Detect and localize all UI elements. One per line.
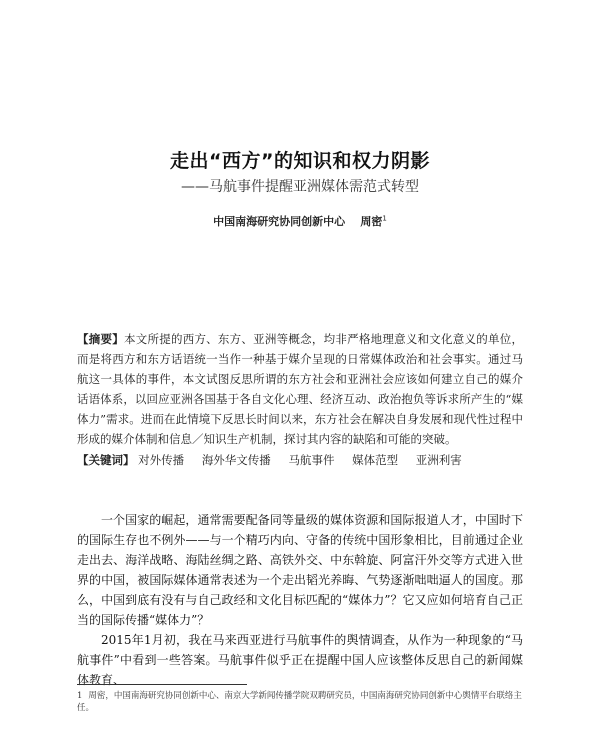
- article-subtitle: ——马航事件提醒亚洲媒体需范式转型: [181, 179, 419, 195]
- keywords: [77, 450, 523, 470]
- author-line: [0, 213, 600, 229]
- abstract-label: 【摘要】: [77, 332, 124, 346]
- author-affiliation: 中国南海研究协同创新中心: [213, 215, 346, 228]
- abstract: [77, 329, 523, 449]
- author-name: 周密: [360, 215, 383, 228]
- body-paragraph: 2015年1月初，我在马来西亚进行马航事件的舆情调查，从作为一种现象的“马航事件”中看到一些答案。马航事件似乎正在提醒中国人应该整体反思自己的新闻媒体教育、: [77, 633, 523, 687]
- footnote-text: 周密，中国南海研究协同创新中心、南京大学新闻传播学院双聘研究员，中国南海研究协同创新中心舆情平台联络主任。: [77, 691, 522, 713]
- footnote-mark: 1: [382, 214, 387, 223]
- keyword: 媒体范型: [352, 453, 399, 467]
- footnote-number: 1: [77, 691, 83, 701]
- abstract-text: 本文所提的西方、东方、亚洲等概念，均非严格地理意义和文化意义的单位，而是将西方和东方话语统一当作一种基于媒介呈现的日常媒体政治和社会事实。通过马航这一具体的事件，本文试图反思所谓的东方社会和亚洲社会应该如何建立自己的媒介话语体系，以回应亚洲各国基于各自文化心理、经济互动、政治抱负等诉求所产生的“媒体力”需求。进而在此情境下反思长时间以来，东方社会在解决自身发展和现代性过程中形成的媒介体制和信息／知识生产机制，探讨其内容的缺陷和可能的突破。: [77, 332, 524, 446]
- body-text: [77, 510, 523, 690]
- keywords-label: 【关键词】: [77, 453, 135, 467]
- keyword: 对外传播: [138, 453, 185, 467]
- footnote-divider: [77, 684, 247, 685]
- body-paragraph: 一个国家的崛起，通常需要配备同等量级的媒体资源和国际报道人才，中国时下的国际生存也不例外——与一个精巧内向、守备的传统中国形象相比，目前通过企业走出去、海洋战略、海陆丝绸之路、高铁外交、中东斡旋、阿富汗外交等方式进入世界的中国，被国际媒体通常表述为一个走出韬光养晦、气势逐渐咄咄逼人的国度。那么，中国到底有没有与自己政经和文化目标匹配的“媒体力”？它又应如何培育自己正当的国际传播“媒体力”？: [77, 513, 523, 627]
- article-title: 走出“西方”的知识和权力阴影: [170, 150, 430, 172]
- keyword: 马航事件: [288, 453, 335, 467]
- keyword: 亚洲利害: [415, 453, 462, 467]
- keyword: 海外华文传播: [201, 453, 271, 467]
- footnote: [77, 690, 523, 714]
